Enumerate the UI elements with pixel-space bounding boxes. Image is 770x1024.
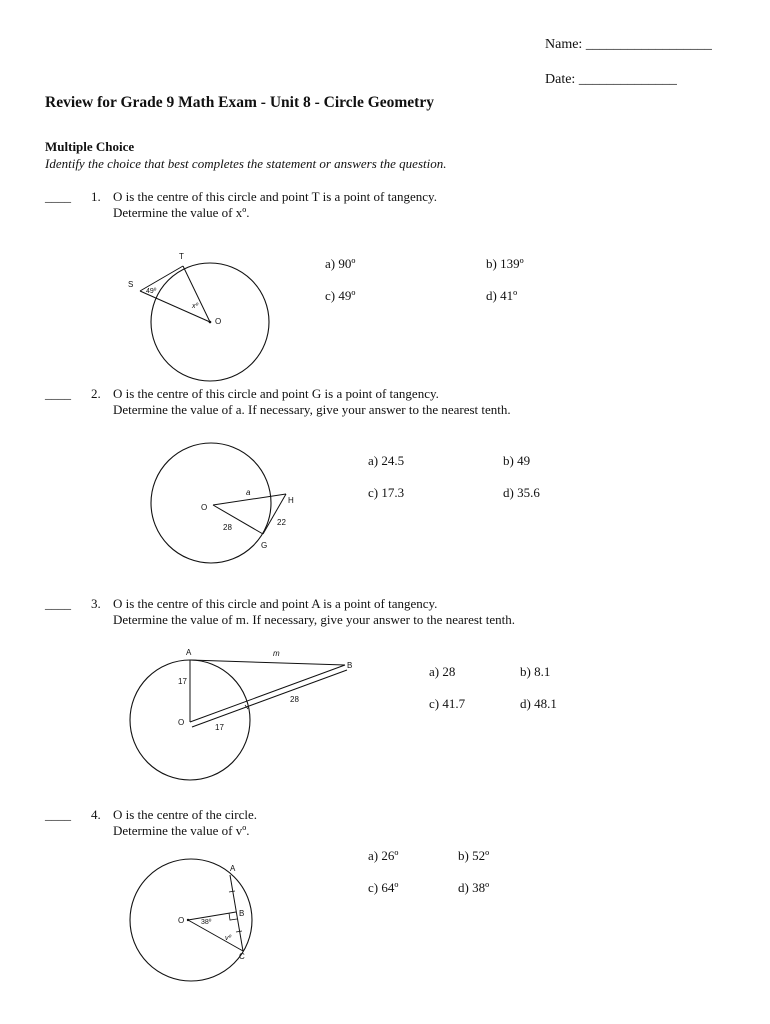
- segment-ob-lower: [192, 670, 347, 727]
- side-label-ext: 28: [290, 695, 299, 704]
- unknown-angle-label: xº: [192, 303, 199, 310]
- choice-a[interactable]: a) 28: [429, 664, 456, 679]
- radius-oc: [188, 920, 243, 951]
- segment-ob-upper: [190, 665, 345, 722]
- radius-line: [183, 266, 210, 322]
- figure-circle-tangent: [110, 245, 285, 385]
- choice-a[interactable]: a) 90º: [325, 256, 356, 271]
- point-label-s: S: [128, 280, 134, 289]
- answer-blank[interactable]: ____: [45, 386, 71, 401]
- question-text-line2: Determine the value of vº.: [113, 823, 250, 838]
- choice-a[interactable]: a) 26º: [368, 848, 399, 863]
- choice-b[interactable]: b) 49: [503, 453, 531, 468]
- right-angle-mark: [229, 913, 237, 920]
- answer-blank[interactable]: ____: [45, 596, 71, 611]
- question-number: 4.: [91, 807, 101, 822]
- choice-b[interactable]: b) 139º: [486, 256, 524, 271]
- tick-mark-lower: [236, 931, 242, 932]
- question-text-line2: Determine the value of a. If necessary, give your answer to the nearest tenth.: [113, 402, 511, 417]
- point-label-o: O: [178, 718, 185, 727]
- choice-a[interactable]: a) 24.5: [368, 453, 405, 468]
- question-text-line1: O is the centre of this circle and point A is a point of tangency.: [113, 596, 438, 611]
- question-text-line2: Determine the value of xº.: [113, 205, 250, 220]
- side-label-a: a: [246, 488, 251, 497]
- secant-line: [140, 291, 210, 322]
- figure-circle-chord: [125, 855, 265, 980]
- point-label-b: B: [239, 909, 245, 918]
- date-field-label: Date: ______________: [545, 72, 677, 87]
- point-label-h: H: [288, 496, 294, 505]
- side-label-radius: 17: [215, 723, 224, 732]
- centre-point: [187, 919, 189, 921]
- page-title: Review for Grade 9 Math Exam - Unit 8 - Circle Geometry: [45, 94, 434, 111]
- section-heading: Multiple Choice: [45, 139, 135, 154]
- point-label-a: A: [186, 648, 192, 657]
- question-number: 3.: [91, 596, 101, 611]
- side-label-oa: 17: [178, 677, 187, 686]
- side-label-og: 28: [223, 523, 232, 532]
- choice-c[interactable]: c) 17.3: [368, 485, 405, 500]
- choice-c[interactable]: c) 64º: [368, 880, 399, 895]
- answer-blank[interactable]: ____: [45, 189, 71, 204]
- point-label-o: O: [215, 317, 222, 326]
- angle-label: 38º: [201, 919, 212, 926]
- point-label-g: G: [261, 541, 268, 550]
- question-text-line1: O is the centre of the circle.: [113, 807, 258, 822]
- point-label-o: O: [201, 503, 208, 512]
- question-text-line1: O is the centre of this circle and point G is a point of tangency.: [113, 386, 439, 401]
- choice-d[interactable]: d) 38º: [458, 880, 490, 895]
- figure-circle-tangent: [145, 438, 315, 568]
- question-number: 2.: [91, 386, 101, 401]
- side-label-m: m: [273, 649, 280, 658]
- choice-b[interactable]: b) 52º: [458, 848, 490, 863]
- angle-label: 49º: [146, 288, 157, 295]
- question-text-line2: Determine the value of m. If necessary, give your answer to the nearest tenth.: [113, 612, 516, 627]
- choice-d[interactable]: d) 41º: [486, 288, 518, 303]
- answer-blank[interactable]: ____: [45, 807, 71, 822]
- choice-c[interactable]: c) 49º: [325, 288, 356, 303]
- point-label-o: O: [178, 916, 185, 925]
- tangent-line: [263, 494, 286, 534]
- point-label-c: C: [239, 952, 245, 961]
- radius-line: [213, 505, 263, 534]
- side-label-gh: 22: [277, 518, 286, 527]
- tick-mark-upper: [229, 891, 235, 892]
- choice-d[interactable]: d) 48.1: [520, 696, 557, 711]
- question-number: 1.: [91, 189, 101, 204]
- unknown-angle-label: vº: [225, 935, 232, 942]
- point-label-t: T: [179, 252, 184, 261]
- centre-point: [209, 321, 212, 324]
- section-instructions: Identify the choice that best completes the statement or answers the question.: [45, 156, 447, 171]
- circle: [151, 443, 271, 563]
- question-text-line1: O is the centre of this circle and point T is a point of tangency.: [113, 189, 437, 204]
- choice-b[interactable]: b) 8.1: [520, 664, 551, 679]
- name-field-label: Name: __________________: [545, 37, 712, 52]
- choice-c[interactable]: c) 41.7: [429, 696, 466, 711]
- figure-circle-tangent: [125, 645, 360, 785]
- choice-d[interactable]: d) 35.6: [503, 485, 540, 500]
- point-label-b: B: [347, 661, 353, 670]
- point-label-a: A: [230, 864, 236, 873]
